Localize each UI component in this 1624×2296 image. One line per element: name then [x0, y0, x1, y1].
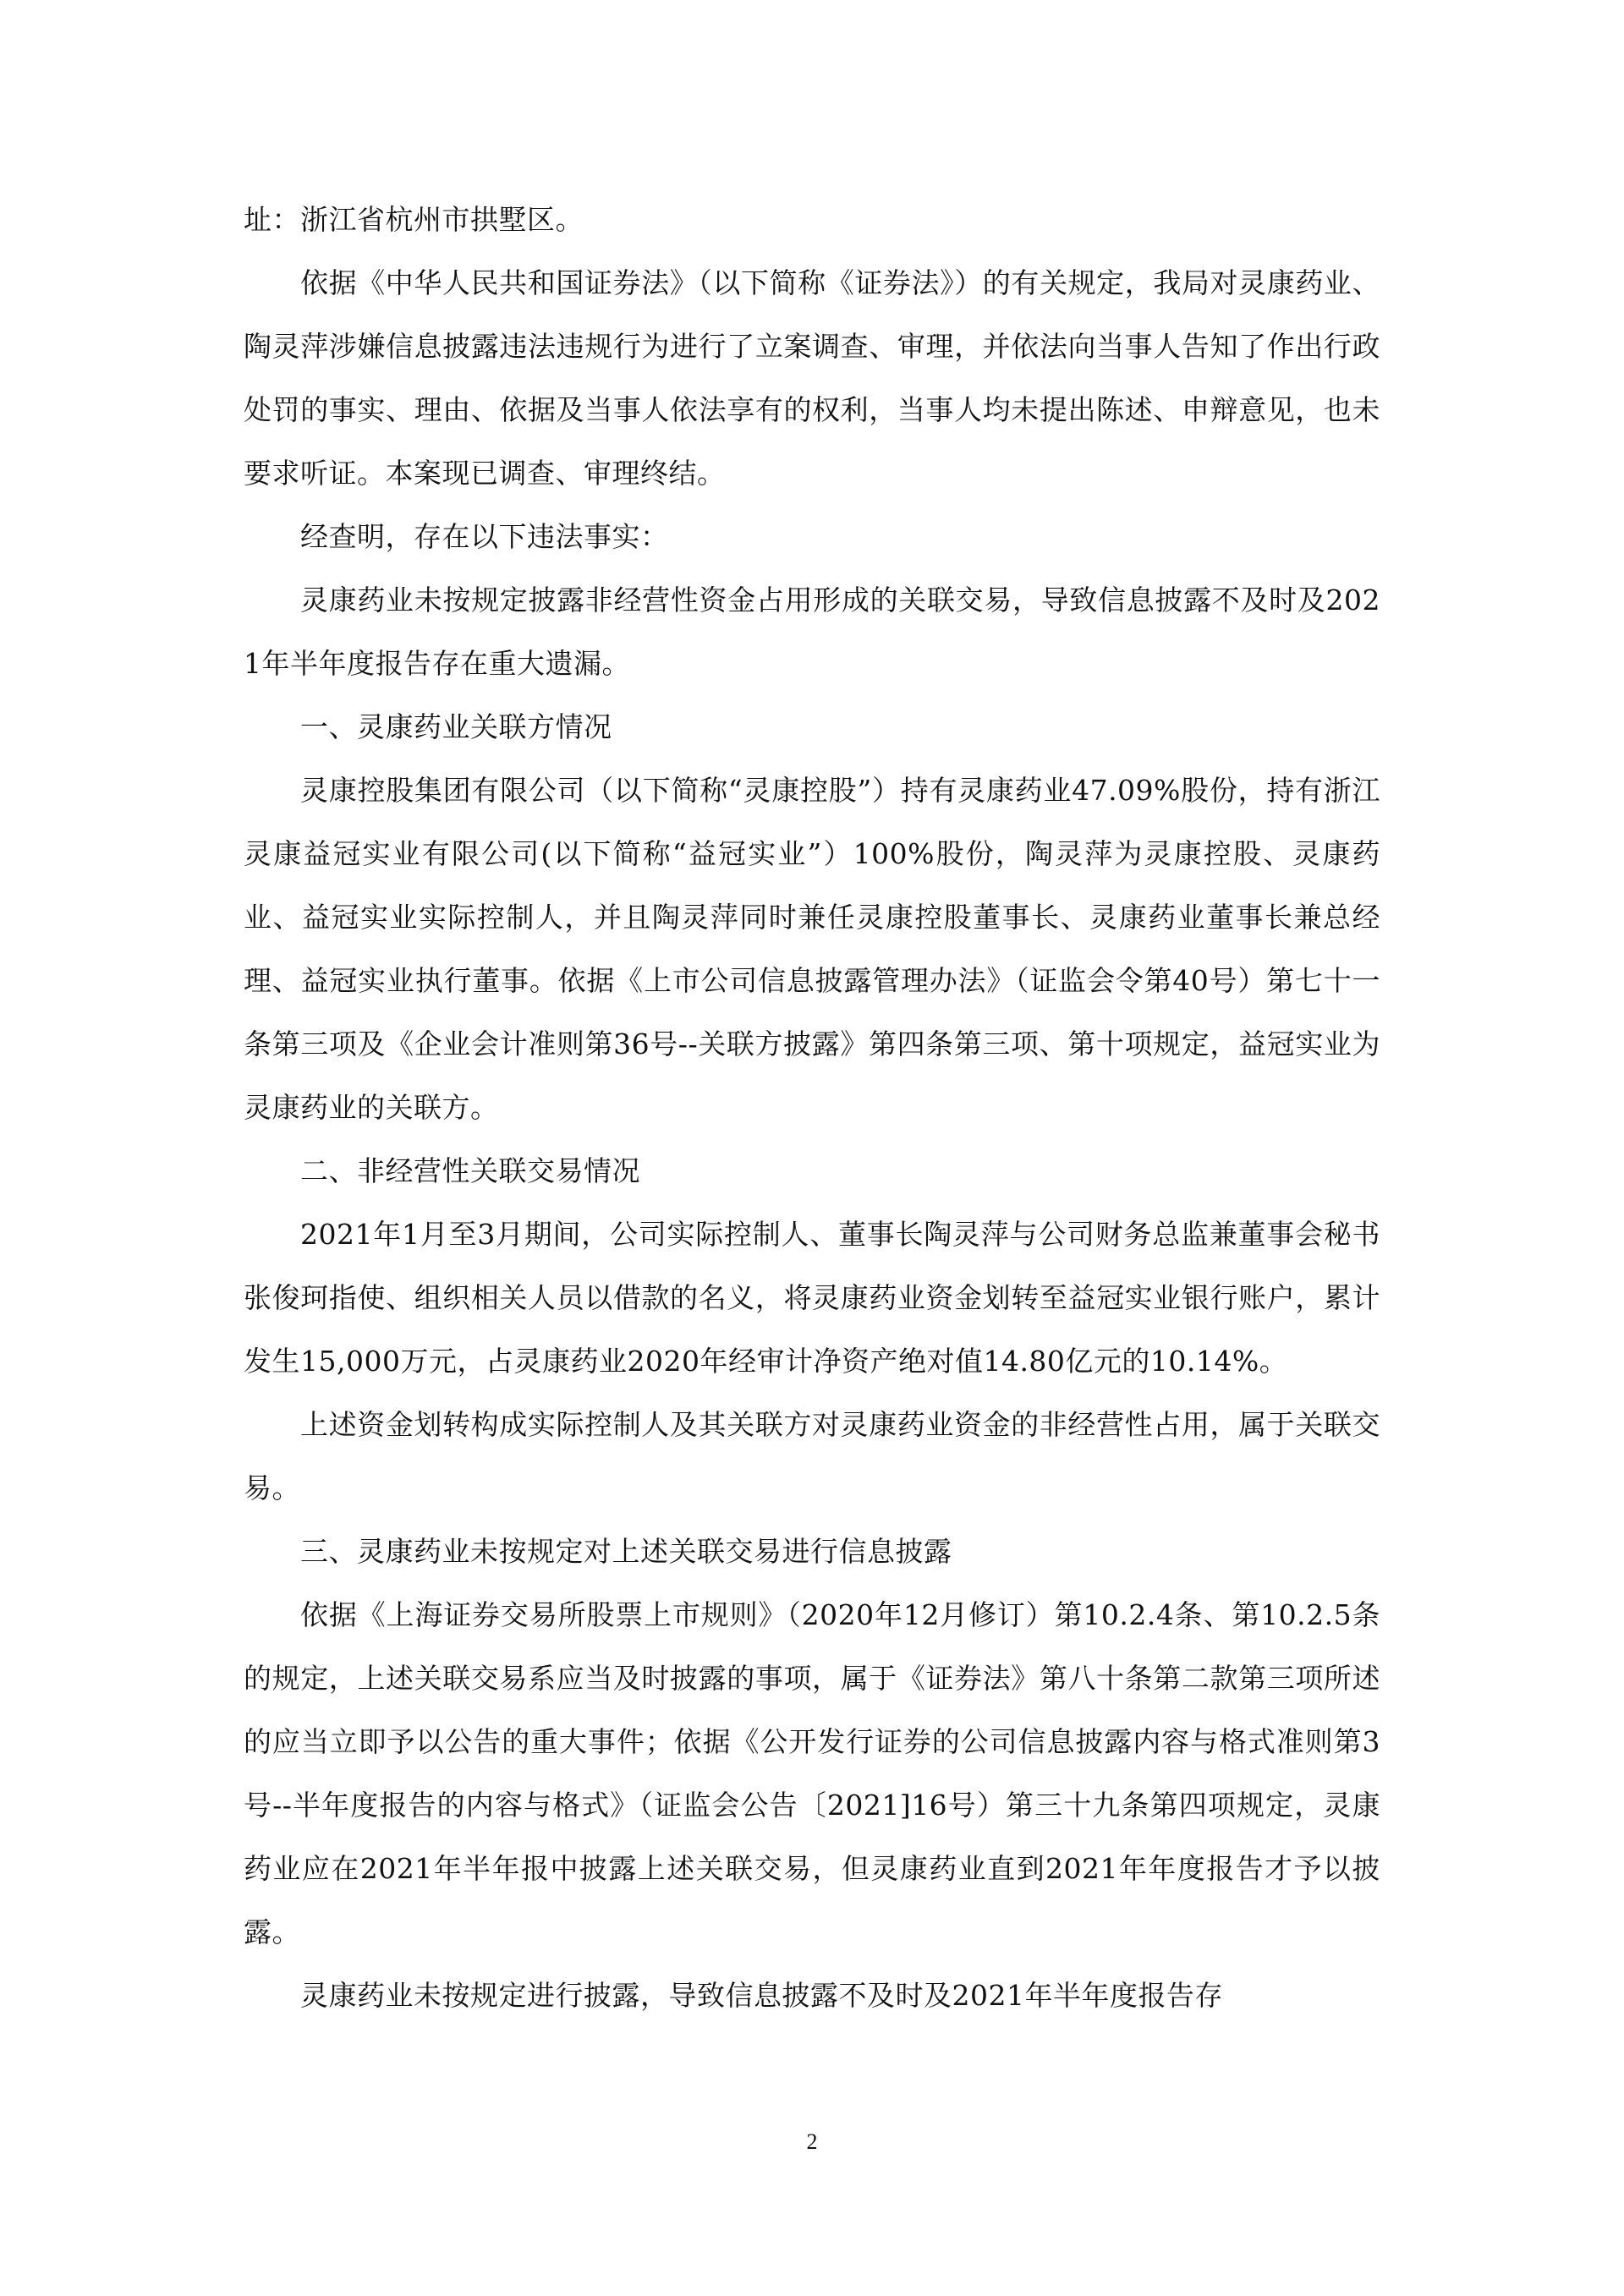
paragraph-related-parties: 灵康控股集团有限公司（以下简称“灵康控股”）持有灵康药业47.09%股份，持有浙江灵康益冠实业有限公司(以下简称“益冠实业”）100%股份，陶灵萍为灵康控股、灵康药业、益冠实业实际控制人，并且陶灵萍同时兼任灵康控股董事长、灵康药业董事长兼总经理、益冠实业执行董事。依据《上市公司信息披露管理办法》（证监会令第40号）第七十一条第三项及《企业会计准则第36号--关联方披露》第四条第三项、第十项规定，益冠实业为灵康药业的关联方。 [244, 774, 1380, 1124]
section-heading-related-parties: 一、灵康药业关联方情况 [300, 710, 612, 743]
paragraph-violation-summary: 灵康药业未按规定披露非经营性资金占用形成的关联交易，导致信息披露不及时及2021年半年度报告存在重大遗漏。 [244, 584, 1380, 680]
paragraph-address-continuation: 址：浙江省杭州市拱墅区。 [244, 203, 584, 236]
paragraph-investigation-basis: 依据《中华人民共和国证券法》（以下简称《证券法》）的有关规定，我局对灵康药业、陶灵萍涉嫌信息披露违法违规行为进行了立案调查、审理，并依法向当事人告知了作出行政处罚的事实、理由、依据及当事人依法享有的权利，当事人均未提出陈述、申辩意见，也未要求听证。本案现已调查、审理终结。 [244, 266, 1380, 490]
paragraph-disclosure-rules: 依据《上海证券交易所股票上市规则》（2020年12月修订）第10.2.4条、第10.2.5条的规定，上述关联交易系应当及时披露的事项，属于《证券法》第八十条第二款第三项所述的应当立即予以公告的重大事件；依据《公开发行证券的公司信息披露内容与格式准则第3号--半年度报告的内容与格式》（证监会公告〔2021]16号）第三十九条第四项规定，灵康药业应在2021年半年报中披露上述关联交易，但灵康药业直到2021年年度报告才予以披露。 [244, 1598, 1380, 1948]
paragraph-findings-intro: 经查明，存在以下违法事实： [300, 520, 669, 553]
section-heading-non-operating-transactions: 二、非经营性关联交易情况 [300, 1154, 640, 1187]
paragraph-fund-transfers: 2021年1月至3月期间，公司实际控制人、董事长陶灵萍与公司财务总监兼董事会秘书张俊珂指使、组织相关人员以借款的名义，将灵康药业资金划转至益冠实业银行账户，累计发生15,000万元，占灵康药业2020年经审计净资产绝对值14.80亿元的10.14%。 [244, 1218, 1380, 1378]
paragraph-disclosure-conclusion: 灵康药业未按规定进行披露，导致信息披露不及时及2021年半年度报告存 [300, 1979, 1223, 2012]
page-number: 2 [806, 2129, 818, 2154]
document-body [244, 188, 1380, 2027]
paragraph-transaction-nature: 上述资金划转构成实际控制人及其关联方对灵康药业资金的非经营性占用，属于关联交易。 [244, 1408, 1380, 1504]
section-heading-disclosure-failure: 三、灵康药业未按规定对上述关联交易进行信息披露 [300, 1535, 952, 1568]
